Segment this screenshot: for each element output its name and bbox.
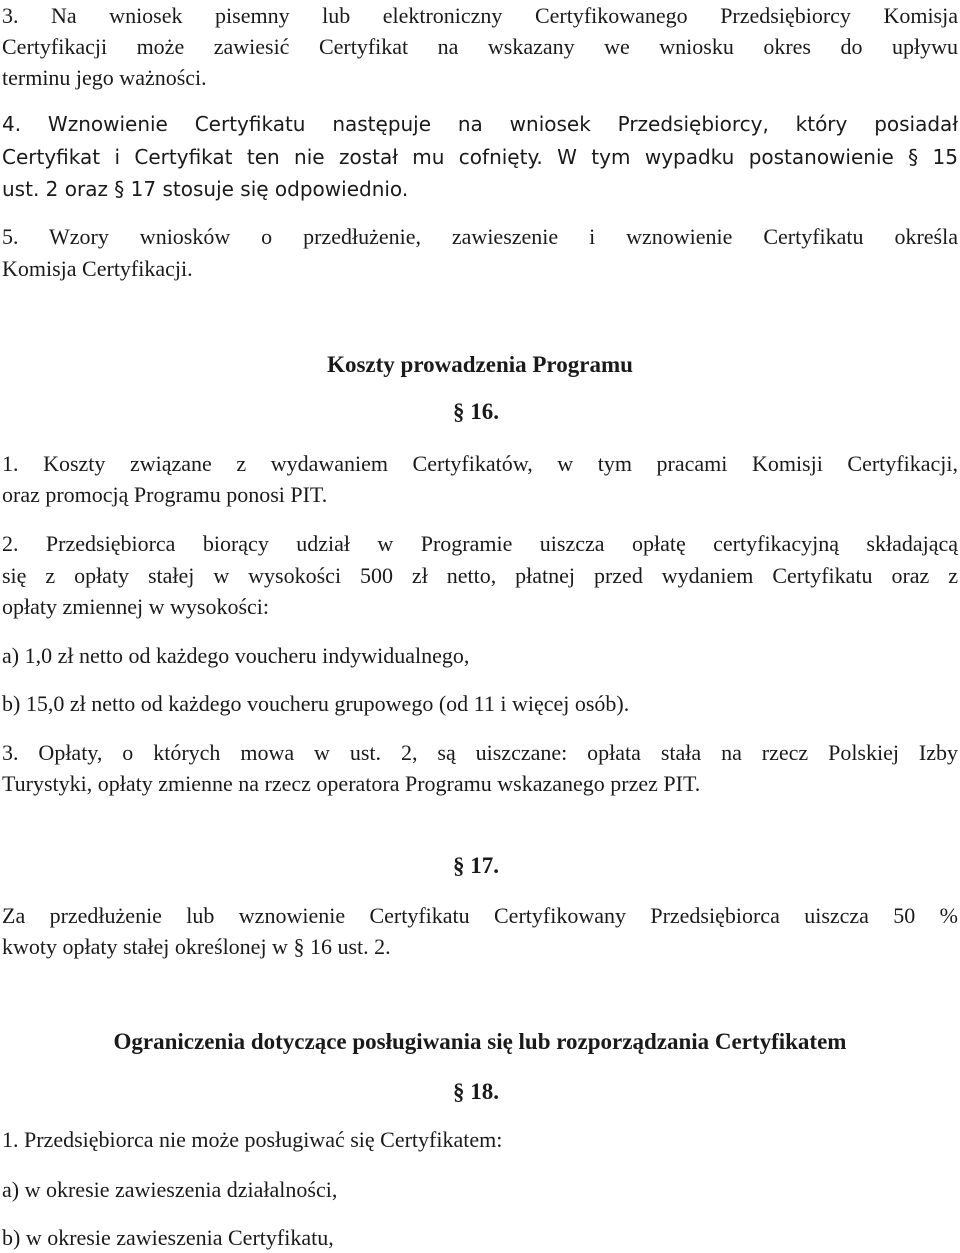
s18-item-b: b) w okresie zawieszenia Certyfikatu, bbox=[2, 1225, 334, 1250]
p4-line1: 4. Wznowienie Certyfikatu następuje na wniosek Przedsiębiorcy, który posiadał bbox=[2, 112, 958, 136]
s17-p-line2: kwoty opłaty stałej określonej w § 16 ust. 2. bbox=[2, 934, 391, 959]
p4-line3: ust. 2 oraz § 17 stosuje się odpowiednio. bbox=[2, 177, 409, 201]
section-17-number: § 17. bbox=[453, 853, 499, 878]
s18-item-a: a) w okresie zawieszenia działalności, bbox=[2, 1177, 338, 1202]
s18-p1: 1. Przedsiębiorca nie może posługiwać się Certyfikatem: bbox=[2, 1127, 503, 1152]
p3-line3: terminu jego ważności. bbox=[2, 65, 207, 90]
p5-line2: Komisja Certyfikacji. bbox=[2, 256, 193, 281]
s16-p1-line2: oraz promocją Programu ponosi PIT. bbox=[2, 482, 328, 507]
s16-p3-line1: 3. Opłaty, o których mowa w ust. 2, są uiszczane: opłata stała na rzecz Polskiej Izby bbox=[2, 740, 958, 765]
section-16-number: § 16. bbox=[453, 399, 499, 424]
p3-line2: Certyfikacji może zawiesić Certyfikat na wskazany we wniosku okres do upływu bbox=[2, 34, 958, 59]
s16-p2-line1: 2. Przedsiębiorca biorący udział w Programie uiszcza opłatę certyfikacyjną składającą bbox=[2, 531, 958, 556]
heading-limits: Ograniczenia dotyczące posługiwania się lub rozporządzania Certyfikatem bbox=[113, 1029, 847, 1054]
heading-costs: Koszty prowadzenia Programu bbox=[327, 352, 633, 377]
s16-item-b: b) 15,0 zł netto od każdego voucheru grupowego (od 11 i więcej osób). bbox=[2, 691, 630, 716]
p5-line1: 5. Wzory wniosków o przedłużenie, zawieszenie i wznowienie Certyfikatu określa bbox=[2, 224, 958, 249]
s17-p-line1: Za przedłużenie lub wznowienie Certyfikatu Certyfikowany Przedsiębiorca uiszcza 50 % bbox=[2, 903, 958, 928]
s16-p3-line2: Turystyki, opłaty zmienne na rzecz operatora Programu wskazanego przez PIT. bbox=[2, 771, 701, 796]
p3-line1: 3. Na wniosek pisemny lub elektroniczny Certyfikowanego Przedsiębiorcy Komisja bbox=[2, 3, 958, 28]
s16-item-a: a) 1,0 zł netto od każdego voucheru indywidualnego, bbox=[2, 643, 470, 668]
s16-p2-line3: opłaty zmiennej w wysokości: bbox=[2, 594, 270, 619]
section-18-number: § 18. bbox=[453, 1079, 499, 1104]
p4-line2: Certyfikat i Certyfikat ten nie został mu cofnięty. W tym wypadku postanowienie § 15 bbox=[2, 145, 958, 169]
s16-p1-line1: 1. Koszty związane z wydawaniem Certyfikatów, w tym pracami Komisji Certyfikacji, bbox=[2, 451, 958, 476]
s16-p2-line2: się z opłaty stałej w wysokości 500 zł netto, płatnej przed wydaniem Certyfikatu oraz z bbox=[2, 563, 958, 588]
